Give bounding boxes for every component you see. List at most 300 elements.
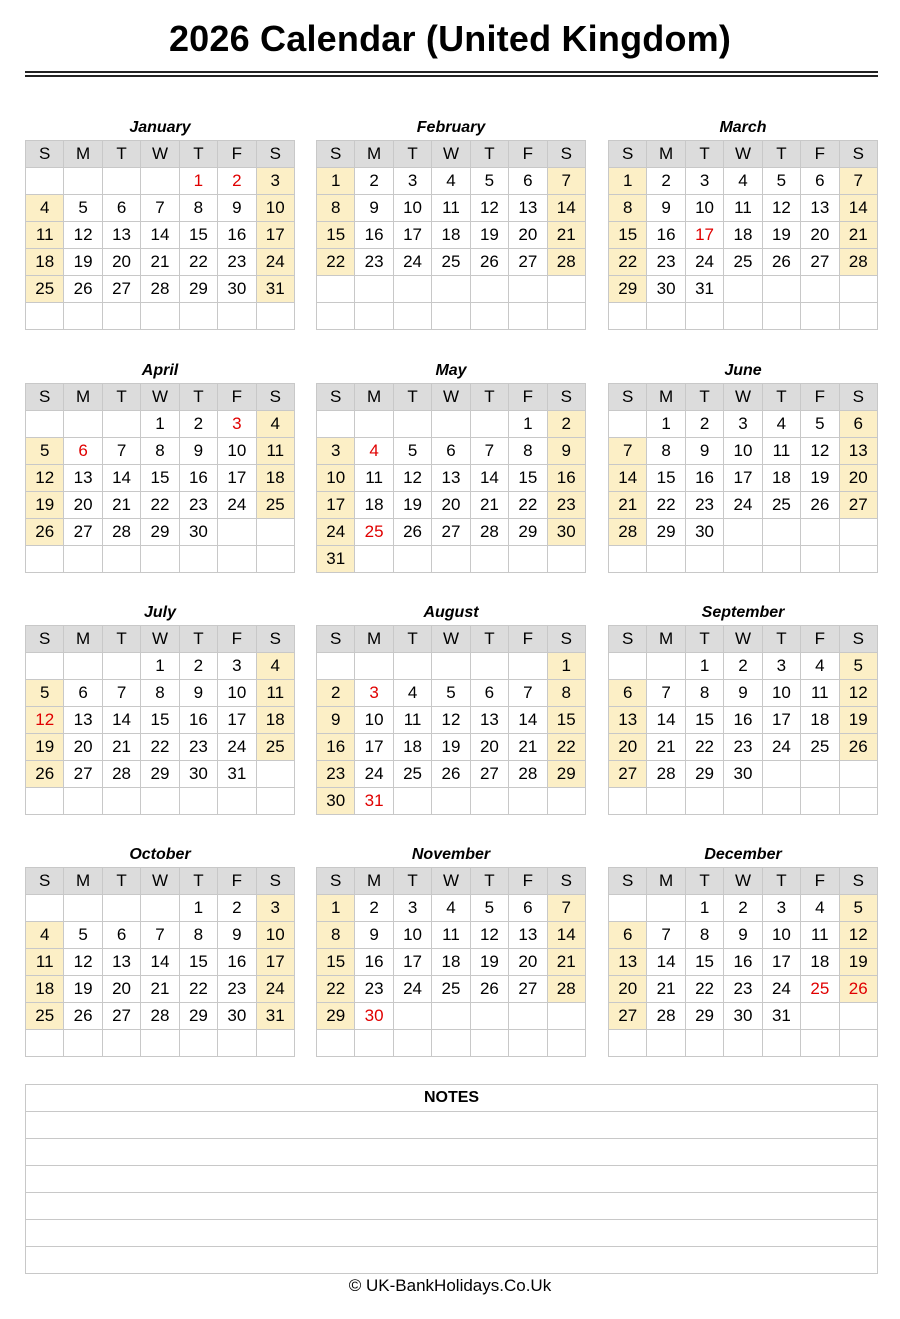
day-cell: 23 [685, 492, 723, 519]
empty-day-cell [547, 1030, 585, 1057]
empty-day-cell [218, 303, 256, 330]
week-row [26, 492, 295, 519]
week-row [609, 788, 878, 815]
day-cell: 4 [26, 922, 64, 949]
empty-day-cell [839, 1030, 877, 1057]
notes-table [25, 1084, 878, 1274]
day-cell: 2 [355, 168, 393, 195]
day-cell: 5 [64, 195, 102, 222]
empty-day-cell [801, 303, 839, 330]
day-cell: 3 [685, 168, 723, 195]
weekday-header: T [102, 384, 140, 411]
day-cell: 21 [609, 492, 647, 519]
week-row [609, 1030, 878, 1057]
day-cell: 9 [724, 680, 762, 707]
month-name: September [701, 604, 785, 621]
weekday-header: T [762, 626, 800, 653]
day-cell: 19 [839, 707, 877, 734]
week-row [609, 411, 878, 438]
day-cell: 2 [218, 895, 256, 922]
empty-day-cell [141, 895, 179, 922]
week-row [26, 465, 295, 492]
day-cell: 6 [64, 680, 102, 707]
day-cell: 1 [685, 895, 723, 922]
day-cell: 20 [102, 249, 140, 276]
day-cell: 16 [355, 949, 393, 976]
bank-holiday-day-cell: 31 [355, 788, 393, 815]
day-cell: 31 [317, 546, 355, 573]
notes-line[interactable] [26, 1193, 878, 1220]
weekday-header: T [102, 141, 140, 168]
weekday-header: W [141, 384, 179, 411]
month-name: March [719, 119, 767, 136]
day-cell: 27 [509, 249, 547, 276]
day-cell: 11 [432, 922, 470, 949]
day-cell: 28 [141, 276, 179, 303]
bank-holiday-day-cell: 3 [218, 411, 256, 438]
day-cell: 24 [355, 761, 393, 788]
empty-day-cell [470, 303, 508, 330]
day-cell: 8 [685, 922, 723, 949]
week-row [317, 249, 586, 276]
day-cell: 26 [26, 761, 64, 788]
day-cell: 2 [647, 168, 685, 195]
week-row [26, 922, 295, 949]
week-row [26, 438, 295, 465]
empty-day-cell [26, 895, 64, 922]
day-cell: 7 [509, 680, 547, 707]
month-may [316, 359, 586, 573]
empty-day-cell [393, 303, 431, 330]
weekday-header: T [470, 141, 508, 168]
day-cell: 30 [317, 788, 355, 815]
empty-day-cell [64, 303, 102, 330]
empty-day-cell [801, 546, 839, 573]
day-cell: 11 [26, 949, 64, 976]
empty-day-cell [685, 546, 723, 573]
empty-day-cell [647, 303, 685, 330]
month-grid [608, 867, 878, 1057]
day-cell: 18 [762, 465, 800, 492]
day-cell: 17 [317, 492, 355, 519]
empty-day-cell [102, 411, 140, 438]
bank-holiday-day-cell: 25 [801, 976, 839, 1003]
empty-day-cell [355, 653, 393, 680]
day-cell: 10 [724, 438, 762, 465]
weekday-header: F [801, 868, 839, 895]
day-cell: 25 [256, 734, 294, 761]
day-cell: 25 [801, 734, 839, 761]
empty-day-cell [839, 1003, 877, 1030]
day-cell: 3 [393, 168, 431, 195]
weekday-header: T [685, 141, 723, 168]
day-cell: 13 [102, 222, 140, 249]
notes-line[interactable] [26, 1220, 878, 1247]
week-row [26, 249, 295, 276]
bank-holiday-day-cell: 4 [355, 438, 393, 465]
day-cell: 22 [317, 976, 355, 1003]
day-cell: 5 [801, 411, 839, 438]
month-november [316, 843, 586, 1057]
week-row [26, 707, 295, 734]
day-cell: 15 [509, 465, 547, 492]
footer-copyright[interactable]: © UK-BankHolidays.Co.Uk [348, 1276, 552, 1295]
weekday-header: T [470, 384, 508, 411]
day-cell: 19 [470, 222, 508, 249]
week-row [609, 895, 878, 922]
month-july [25, 601, 295, 815]
day-cell: 10 [256, 195, 294, 222]
empty-day-cell [685, 303, 723, 330]
weekday-header: T [393, 626, 431, 653]
day-cell: 15 [179, 949, 217, 976]
empty-day-cell [509, 1030, 547, 1057]
day-cell: 15 [179, 222, 217, 249]
day-cell: 21 [647, 976, 685, 1003]
day-cell: 1 [317, 895, 355, 922]
empty-day-cell [102, 788, 140, 815]
day-cell: 24 [218, 734, 256, 761]
day-cell: 14 [547, 195, 585, 222]
empty-day-cell [762, 303, 800, 330]
week-row [609, 1003, 878, 1030]
day-cell: 9 [179, 680, 217, 707]
empty-day-cell [179, 788, 217, 815]
notes-line[interactable] [26, 1247, 878, 1274]
month-october [25, 843, 295, 1057]
day-cell: 11 [26, 222, 64, 249]
day-cell: 23 [724, 734, 762, 761]
weekday-header: S [609, 868, 647, 895]
day-cell: 20 [64, 734, 102, 761]
month-march [608, 116, 878, 330]
day-cell: 8 [547, 680, 585, 707]
empty-day-cell [26, 411, 64, 438]
day-cell: 4 [724, 168, 762, 195]
week-row [317, 895, 586, 922]
empty-day-cell [218, 546, 256, 573]
day-cell: 8 [647, 438, 685, 465]
day-cell: 15 [685, 949, 723, 976]
day-cell: 2 [317, 680, 355, 707]
day-cell: 12 [801, 438, 839, 465]
weekday-header: M [355, 384, 393, 411]
week-row [26, 1030, 295, 1057]
day-cell: 21 [102, 492, 140, 519]
day-cell: 6 [609, 922, 647, 949]
weekday-header: S [547, 141, 585, 168]
day-cell: 11 [393, 707, 431, 734]
empty-day-cell [64, 411, 102, 438]
weekday-header: S [26, 141, 64, 168]
empty-day-cell [355, 303, 393, 330]
day-cell: 20 [801, 222, 839, 249]
week-row [609, 195, 878, 222]
day-cell: 7 [647, 922, 685, 949]
day-cell: 17 [355, 734, 393, 761]
empty-day-cell [432, 1003, 470, 1030]
day-cell: 22 [647, 492, 685, 519]
weekday-header: F [218, 626, 256, 653]
empty-day-cell [724, 303, 762, 330]
week-row [609, 492, 878, 519]
day-cell: 15 [141, 465, 179, 492]
week-row [609, 976, 878, 1003]
weekday-header: S [839, 384, 877, 411]
day-cell: 26 [470, 249, 508, 276]
empty-day-cell [647, 546, 685, 573]
day-cell: 28 [470, 519, 508, 546]
day-cell: 8 [609, 195, 647, 222]
day-cell: 29 [647, 519, 685, 546]
day-cell: 27 [509, 976, 547, 1003]
day-cell: 29 [509, 519, 547, 546]
day-cell: 13 [470, 707, 508, 734]
day-cell: 2 [724, 653, 762, 680]
day-cell: 29 [141, 519, 179, 546]
day-cell: 30 [179, 519, 217, 546]
day-cell: 13 [509, 922, 547, 949]
week-row [317, 949, 586, 976]
empty-day-cell [26, 546, 64, 573]
empty-day-cell [102, 168, 140, 195]
day-cell: 8 [685, 680, 723, 707]
empty-day-cell [509, 546, 547, 573]
weekday-header: F [509, 868, 547, 895]
day-cell: 22 [509, 492, 547, 519]
day-cell: 20 [609, 734, 647, 761]
week-row [317, 492, 586, 519]
day-cell: 6 [432, 438, 470, 465]
day-cell: 15 [317, 222, 355, 249]
day-cell: 8 [179, 922, 217, 949]
day-cell: 2 [685, 411, 723, 438]
week-row [26, 734, 295, 761]
empty-day-cell [470, 1003, 508, 1030]
day-cell: 3 [218, 653, 256, 680]
empty-day-cell [26, 1030, 64, 1057]
day-cell: 4 [393, 680, 431, 707]
day-cell: 31 [256, 1003, 294, 1030]
day-cell: 6 [509, 168, 547, 195]
day-cell: 19 [393, 492, 431, 519]
day-cell: 19 [762, 222, 800, 249]
week-row [26, 519, 295, 546]
day-cell: 12 [762, 195, 800, 222]
month-september [608, 601, 878, 815]
day-cell: 26 [64, 1003, 102, 1030]
month-name: May [435, 362, 467, 379]
empty-day-cell [256, 1030, 294, 1057]
day-cell: 19 [432, 734, 470, 761]
day-cell: 10 [218, 438, 256, 465]
day-cell: 19 [839, 949, 877, 976]
week-row [609, 222, 878, 249]
month-name: February [416, 119, 486, 136]
week-row [609, 761, 878, 788]
week-row [317, 761, 586, 788]
weekday-header: W [724, 868, 762, 895]
day-cell: 28 [647, 1003, 685, 1030]
empty-day-cell [839, 761, 877, 788]
empty-day-cell [839, 303, 877, 330]
weekday-header: M [647, 868, 685, 895]
day-cell: 27 [432, 519, 470, 546]
empty-day-cell [470, 653, 508, 680]
day-cell: 16 [317, 734, 355, 761]
day-cell: 14 [509, 707, 547, 734]
weekday-header: T [685, 626, 723, 653]
day-cell: 26 [393, 519, 431, 546]
day-cell: 23 [317, 761, 355, 788]
day-cell: 10 [762, 922, 800, 949]
empty-day-cell [609, 303, 647, 330]
day-cell: 6 [509, 895, 547, 922]
empty-day-cell [685, 1030, 723, 1057]
day-cell: 18 [26, 249, 64, 276]
day-cell: 18 [355, 492, 393, 519]
weekday-header: F [801, 626, 839, 653]
bank-holiday-day-cell: 3 [355, 680, 393, 707]
week-row [317, 707, 586, 734]
day-cell: 9 [647, 195, 685, 222]
empty-day-cell [26, 788, 64, 815]
day-cell: 4 [801, 895, 839, 922]
day-cell: 9 [218, 195, 256, 222]
empty-day-cell [218, 788, 256, 815]
empty-day-cell [179, 1030, 217, 1057]
day-cell: 1 [317, 168, 355, 195]
day-cell: 2 [355, 895, 393, 922]
empty-day-cell [102, 303, 140, 330]
week-row [317, 411, 586, 438]
day-cell: 23 [179, 492, 217, 519]
day-cell: 10 [393, 922, 431, 949]
day-cell: 29 [685, 761, 723, 788]
day-cell: 27 [64, 519, 102, 546]
empty-day-cell [609, 1030, 647, 1057]
bank-holiday-day-cell: 2 [218, 168, 256, 195]
empty-day-cell [801, 519, 839, 546]
day-cell: 27 [102, 1003, 140, 1030]
month-grid [25, 140, 295, 330]
weekday-header: S [26, 868, 64, 895]
day-cell: 14 [647, 949, 685, 976]
week-row [609, 519, 878, 546]
day-cell: 23 [355, 976, 393, 1003]
day-cell: 25 [762, 492, 800, 519]
day-cell: 6 [801, 168, 839, 195]
day-cell: 14 [609, 465, 647, 492]
day-cell: 4 [26, 195, 64, 222]
day-cell: 16 [218, 949, 256, 976]
weekday-header: F [801, 384, 839, 411]
week-row [609, 438, 878, 465]
day-cell: 22 [317, 249, 355, 276]
weekday-header: F [218, 141, 256, 168]
day-cell: 24 [724, 492, 762, 519]
day-cell: 23 [647, 249, 685, 276]
month-name: June [724, 362, 762, 379]
day-cell: 22 [141, 734, 179, 761]
day-cell: 30 [218, 1003, 256, 1030]
day-cell: 13 [839, 438, 877, 465]
weekday-header: T [470, 868, 508, 895]
weekday-header: F [509, 384, 547, 411]
empty-day-cell [685, 788, 723, 815]
day-cell: 4 [432, 895, 470, 922]
weekday-header: W [432, 626, 470, 653]
empty-day-cell [509, 1003, 547, 1030]
day-cell: 26 [839, 734, 877, 761]
notes-line[interactable] [26, 1166, 878, 1193]
week-row [26, 303, 295, 330]
weekday-header: T [393, 384, 431, 411]
week-row [26, 761, 295, 788]
day-cell: 24 [762, 976, 800, 1003]
week-row [317, 734, 586, 761]
day-cell: 26 [762, 249, 800, 276]
empty-day-cell [724, 276, 762, 303]
day-cell: 5 [839, 653, 877, 680]
weekday-header: F [509, 626, 547, 653]
weekday-header: W [141, 626, 179, 653]
notes-line[interactable] [26, 1139, 878, 1166]
day-cell: 18 [256, 707, 294, 734]
day-cell: 4 [256, 411, 294, 438]
empty-day-cell [724, 519, 762, 546]
week-row [317, 168, 586, 195]
day-cell: 15 [685, 707, 723, 734]
week-row [26, 653, 295, 680]
week-row [317, 465, 586, 492]
empty-day-cell [317, 653, 355, 680]
day-cell: 22 [179, 976, 217, 1003]
day-cell: 7 [609, 438, 647, 465]
bank-holiday-day-cell: 26 [839, 976, 877, 1003]
day-cell: 22 [141, 492, 179, 519]
day-cell: 2 [724, 895, 762, 922]
day-cell: 30 [647, 276, 685, 303]
weekday-header: M [64, 384, 102, 411]
day-cell: 28 [141, 1003, 179, 1030]
day-cell: 18 [432, 949, 470, 976]
day-cell: 16 [355, 222, 393, 249]
day-cell: 25 [432, 249, 470, 276]
weekday-header: T [762, 384, 800, 411]
day-cell: 28 [647, 761, 685, 788]
month-grid [25, 625, 295, 815]
notes-line[interactable] [26, 1112, 878, 1139]
day-cell: 24 [256, 976, 294, 1003]
day-cell: 17 [393, 949, 431, 976]
week-row [317, 303, 586, 330]
weekday-header: S [839, 141, 877, 168]
weekday-header: T [179, 868, 217, 895]
day-cell: 16 [724, 707, 762, 734]
empty-day-cell [609, 653, 647, 680]
empty-day-cell [432, 303, 470, 330]
month-february [316, 116, 586, 330]
day-cell: 11 [801, 922, 839, 949]
week-row [609, 734, 878, 761]
day-cell: 30 [724, 761, 762, 788]
empty-day-cell [432, 653, 470, 680]
day-cell: 18 [393, 734, 431, 761]
week-row [26, 222, 295, 249]
day-cell: 14 [547, 922, 585, 949]
week-row [317, 922, 586, 949]
